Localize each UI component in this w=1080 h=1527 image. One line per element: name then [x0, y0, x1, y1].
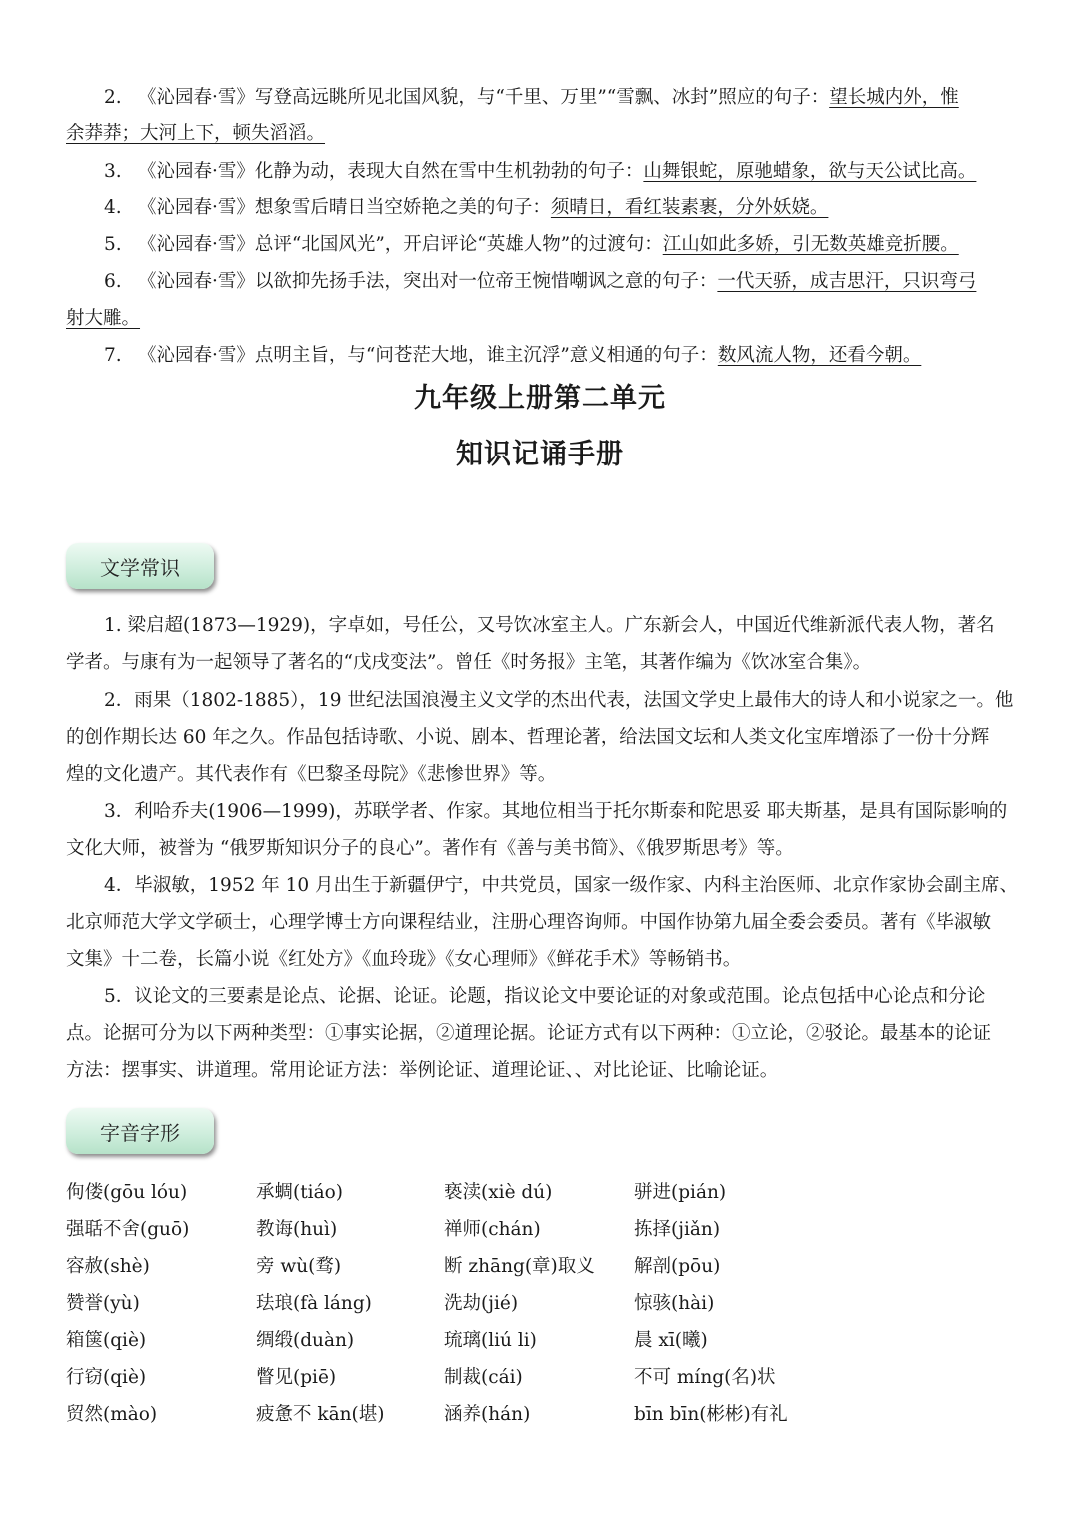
vocab-item: 琉璃(liú li) — [444, 1330, 537, 1351]
vocab-item: 佝偻(gōu lóu) — [66, 1182, 188, 1203]
vocab-column — [66, 1181, 189, 1440]
vocab-item: 断 zhāng(章)取义 — [444, 1256, 595, 1277]
answer-text: 须晴日，看红装素裹，分外妖娆。 — [550, 197, 829, 218]
paragraph-line: 方法：摆事实、讲道理。常用论证方法：举例论证、道理论证、、对比论证、比喻论证。 — [66, 1060, 779, 1081]
paragraph-line: 文化大师，被誉为 “俄罗斯知识分子的良心”。著作有《善与美书简》、《俄罗斯思考》等。 — [66, 838, 794, 859]
answer-text: 江山如此多娇，引无数英雄竞折腰。 — [662, 234, 959, 255]
paragraph-line: 的创作期长达 60 年之久。作品包括诗歌、小说、剧本、哲理论著，给法国文坛和人类文化宝库增添了一份十分辉 — [66, 727, 990, 748]
vocab-item: 珐琅(fà láng) — [256, 1293, 372, 1314]
vocab-item: 禅师(chán) — [444, 1219, 541, 1240]
list-item-continuation — [66, 307, 1016, 331]
answer-text: 望长城内外，惟 — [829, 87, 959, 108]
answer-text: 山舞银蛇，原驰蜡象，欲与天公试比高。 — [643, 161, 977, 182]
answer-text: 余莽莽；大河上下，顿失滔滔。 — [66, 123, 326, 144]
paragraph-line: 4．毕淑敏，1952 年 10 月出生于新疆伊宁，中共党员，国家一级作家、内科主治医师、北京作家协会副主席、 — [104, 875, 1019, 896]
list-item: 7. 《沁园春·雪》点明主旨，与“问苍茫大地，谁主沉浮”意义相通的句子：数风流人物，还看今朝。 — [104, 345, 922, 366]
paragraph-line: 2．雨果（1802-1885），19 世纪法国浪漫主义文学的杰出代表，法国文学史上最伟大的诗人和小说家之一。他 — [104, 690, 1014, 711]
answer-text: 射大雕。 — [66, 308, 141, 329]
page-title: 九年级上册第二单元 — [414, 383, 666, 414]
vocab-item: 洗劫(jié) — [444, 1293, 519, 1314]
vocab-item: 教诲(huì) — [256, 1219, 338, 1240]
paragraph-line: 3．利哈乔夫(1906—1999)，苏联学者、作家。其地位相当于托尔斯泰和陀思妥 耶夫斯基，是具有国际影响的 — [104, 801, 1008, 822]
vocab-item: 贸然(mào) — [66, 1404, 158, 1425]
list-item: 6. 《沁园春·雪》以欲抑先扬手法，突出对一位帝王惋惜嘲讽之意的句子：一代天骄，成吉思汗，只识弯弓 — [104, 271, 977, 292]
list-item: 2. 《沁园春·雪》写登高远眺所见北国风貌，与“千里、万里”“雪飘、冰封”照应的句子：望长城内外，惟 — [104, 87, 959, 108]
vocab-item: 瞥见(piē) — [256, 1367, 337, 1388]
vocab-item: 容赦(shè) — [66, 1256, 150, 1277]
vocab-item: 涵养(hán) — [444, 1404, 531, 1425]
list-item-continuation — [66, 122, 1016, 146]
vocab-item: 骈进(pián) — [634, 1182, 727, 1203]
vocab-item: 旁 wù(骛) — [256, 1256, 342, 1277]
answer-text: 一代天骄，成吉思汗，只识弯弓 — [717, 271, 977, 292]
vocab-column — [634, 1181, 788, 1440]
vocab-item: 疲惫不 kān(堪) — [256, 1404, 385, 1425]
vocab-item: bīn bīn(彬彬)有礼 — [634, 1404, 788, 1425]
vocab-item: 承蜩(tiáo) — [256, 1182, 343, 1203]
vocab-item: 制裁(cái) — [444, 1367, 523, 1388]
list-item: 5. 《沁园春·雪》总评“北国风光”，开启评论“英雄人物”的过渡句：江山如此多娇，引无数英雄竞折腰。 — [104, 234, 959, 255]
paragraph-line: 5．议论文的三要素是论点、论据、论证。论题，指议论文中要论证的对象或范围。论点包括中心论点和分论 — [104, 986, 986, 1007]
vocab-item: 惊骇(hài) — [634, 1293, 715, 1314]
vocab-column — [444, 1181, 595, 1440]
vocab-item: 行窃(qiè) — [66, 1367, 147, 1388]
list-item: 4. 《沁园春·雪》想象雪后晴日当空娇艳之美的句子：须晴日，看红装素裹，分外妖娆。 — [104, 197, 829, 218]
section-label-literature: 文学常识 — [66, 543, 214, 589]
vocab-item: 强聒不舍(guō) — [66, 1219, 190, 1240]
vocab-item: 不可 míng(名)状 — [634, 1367, 776, 1388]
vocab-column — [256, 1181, 384, 1440]
paragraph-line: 文集》十二卷，长篇小说《红处方》《血玲珑》《女心理师》《鲜花手术》等畅销书。 — [66, 949, 742, 970]
section-label-pronunciation: 字音字形 — [66, 1108, 214, 1154]
page-subtitle: 知识记诵手册 — [456, 439, 624, 470]
vocab-item: 箱箧(qiè) — [66, 1330, 147, 1351]
vocab-item: 解剖(pōu) — [634, 1256, 721, 1277]
answer-text: 数风流人物，还看今朝。 — [717, 345, 922, 366]
paragraph-line: 点。论据可分为以下两种类型：①事实论据，②道理论据。论证方式有以下两种：①立论，②驳论。最基本的论证 — [66, 1023, 992, 1044]
list-item: 3. 《沁园春·雪》化静为动，表现大自然在雪中生机勃勃的句子：山舞银蛇，原驰蜡象，欲与天公试比高。 — [104, 161, 977, 182]
paragraph-line: 学者。与康有为一起领导了著名的“戊戌变法”。曾任《时务报》主笔，其著作编为《饮冰室合集》。 — [66, 652, 872, 673]
paragraph-line: 1. 梁启超(1873—1929)，字卓如，号任公，又号饮冰室主人。广东新会人，中国近代维新派代表人物，著名 — [104, 615, 995, 636]
vocab-item: 晨 xī(曦) — [634, 1330, 708, 1351]
vocab-item: 亵渎(xiè dú) — [444, 1182, 553, 1203]
vocab-item: 赞誉(yù) — [66, 1293, 140, 1314]
paragraph-line: 煌的文化遗产。其代表作有《巴黎圣母院》《悲惨世界》等。 — [66, 764, 557, 785]
paragraph-line: 北京师范大学文学硕士，心理学博士方向课程结业，注册心理咨询师。中国作协第九届全委会委员。著有《毕淑敏 — [66, 912, 992, 933]
vocab-item: 绸缎(duàn) — [256, 1330, 355, 1351]
vocab-item: 拣择(jiǎn) — [634, 1219, 721, 1240]
